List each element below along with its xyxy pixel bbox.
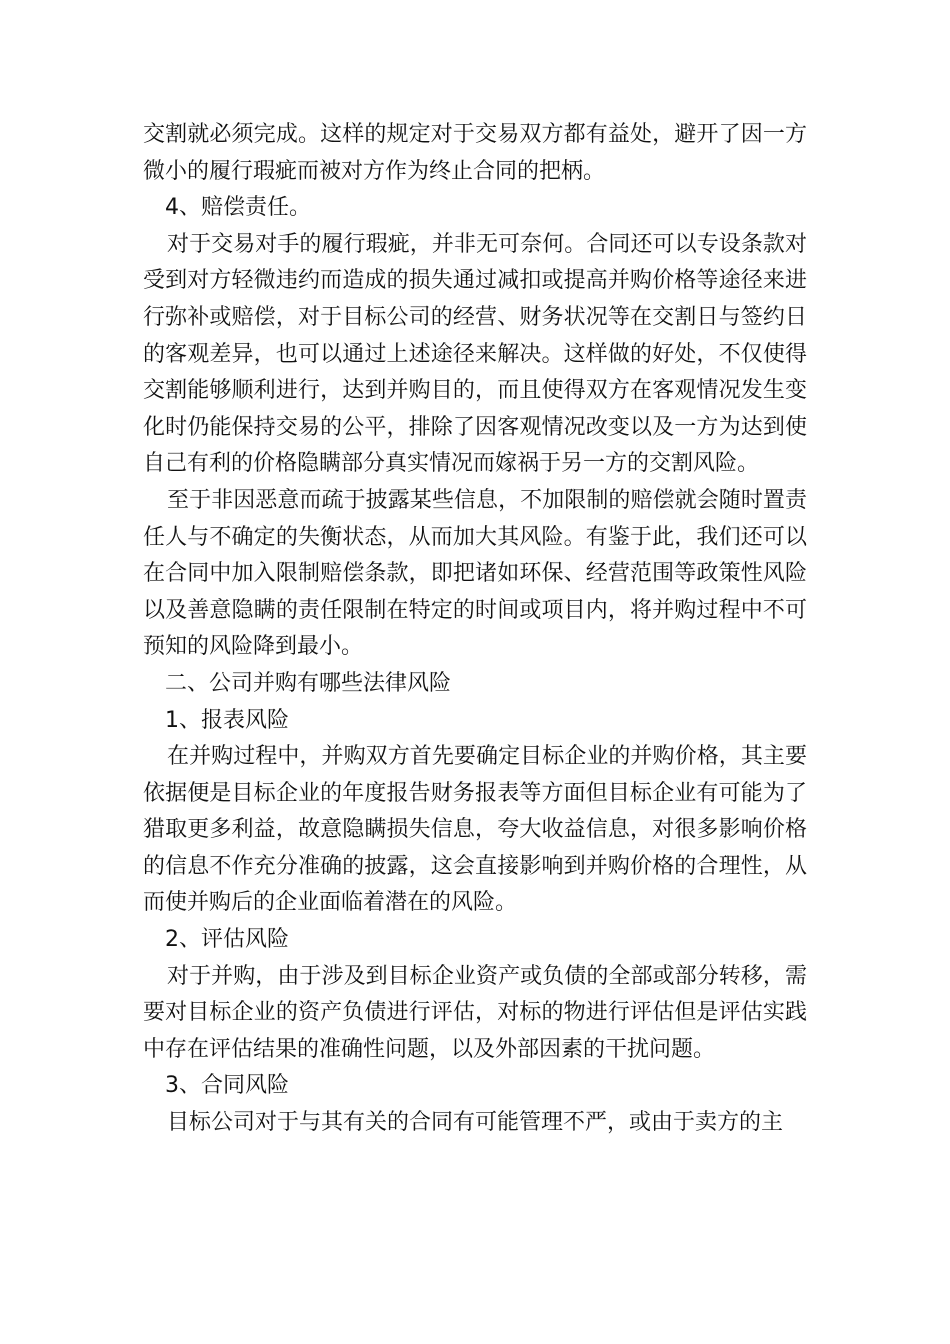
paragraph-report-risk: 在并购过程中，并购双方首先要确定目标企业的并购价格，其主要依据便是目标企业的年度报告财务报表等方面但目标企业有可能为了猎取更多利益，故意隐瞒损失信息，夸大收益信息，对很多影响价格的信息不作充分准确的披露，这会直接影响到并购价格的合理性，从而使并购后的企业面临着潜在的风险。 (143, 744, 807, 916)
paragraph-continuation: 交割就必须完成。这样的规定对于交易双方都有益处，避开了因一方微小的履行瑕疵而被对方作为终止合同的把柄。 (143, 122, 807, 184)
paragraph-evaluation-risk: 对于并购，由于涉及到目标企业资产或负债的全部或部分转移，需要对目标企业的资产负债进行评估，对标的物进行评估但是评估实践中存在评估结果的准确性问题，以及外部因素的干扰问题。 (143, 963, 807, 1062)
document-body (143, 117, 807, 1142)
paragraph-compensation: 对于交易对手的履行瑕疵，并非无可奈何。合同还可以专设条款对受到对方轻微违约而造成的损失通过减扣或提高并购价格等途径来进行弥补或赔偿，对于目标公司的经营、财务状况等在交割日与签约日的客观差异，也可以通过上述途径来解决。这样做的好处，不仅使得交割能够顺利进行，达到并购目的，而且使得双方在客观情况发生变化时仍能保持交易的公平，排除了因客观情况改变以及一方为达到使自己有利的价格隐瞒部分真实情况而嫁祸于另一方的交割风险。 (143, 231, 807, 477)
heading-contract-risk: 3、合同风险 (165, 1073, 289, 1099)
heading-evaluation-risk: 2、评估风险 (165, 927, 289, 953)
paragraph-contract-risk: 目标公司对于与其有关的合同有可能管理不严，或由于卖方的主 (167, 1110, 784, 1136)
paragraph-limited-compensation: 至于非因恶意而疏于披露某些信息，不加限制的赔偿就会随时置责任人与不确定的失衡状态，从而加大其风险。有鉴于此，我们还可以在合同中加入限制赔偿条款，即把诸如环保、经营范围等政策性风险以及善意隐瞒的责任限制在特定的时间或项目内，将并购过程中不可预知的风险降到最小。 (143, 487, 807, 660)
heading-compensation-liability: 4、赔偿责任。 (165, 195, 311, 221)
section-heading-legal-risks: 二、公司并购有哪些法律风险 (165, 670, 452, 696)
heading-report-risk: 1、报表风险 (165, 707, 289, 733)
